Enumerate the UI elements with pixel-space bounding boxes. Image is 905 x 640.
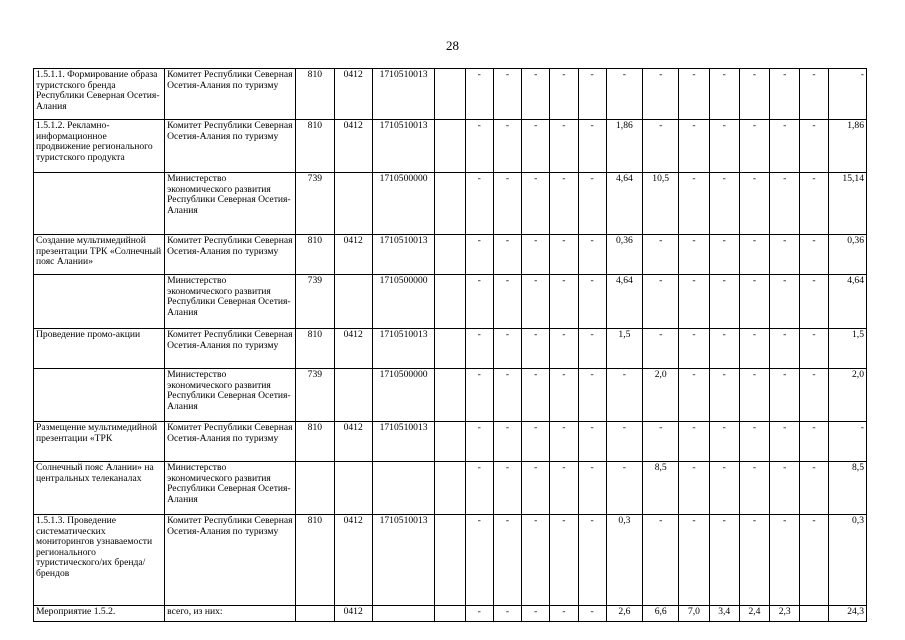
executor-cell: Комитет Республики Северная Осетия-Алания по туризму	[165, 69, 296, 120]
target-article-cell: 1710510013	[372, 120, 435, 173]
year-value-cell: 7,0	[679, 606, 709, 622]
year-value-cell: -	[679, 515, 709, 606]
year-value-cell: -	[709, 329, 739, 369]
expense-type-cell	[435, 329, 465, 369]
table-row	[34, 462, 867, 515]
grbs-code-cell: 810	[296, 120, 334, 173]
year-value-cell: -	[465, 329, 493, 369]
year-value-cell: -	[550, 462, 578, 515]
year-value-cell: -	[493, 275, 521, 329]
year-value-cell: 8,5	[828, 462, 866, 515]
year-value-cell: -	[465, 69, 493, 120]
year-value-cell: 2,0	[643, 369, 679, 422]
year-value-cell: -	[739, 369, 769, 422]
year-value-cell: -	[679, 422, 709, 462]
expense-type-cell	[435, 275, 465, 329]
table-row	[34, 369, 867, 422]
activity-name-cell	[34, 173, 165, 235]
year-value-cell: -	[709, 69, 739, 120]
year-value-cell: -	[709, 422, 739, 462]
section-code-cell: 0412	[334, 515, 372, 606]
executor-cell: Комитет Республики Северная Осетия-Алания по туризму	[165, 329, 296, 369]
expense-type-cell	[435, 235, 465, 275]
year-value-cell: -	[800, 120, 828, 173]
year-value-cell: -	[550, 275, 578, 329]
year-value-cell: -	[550, 422, 578, 462]
section-code-cell	[334, 275, 372, 329]
year-value-cell: -	[493, 369, 521, 422]
section-code-cell: 0412	[334, 235, 372, 275]
year-value-cell: 2,6	[606, 606, 642, 622]
year-value-cell: 0,3	[828, 515, 866, 606]
year-value-cell: -	[606, 369, 642, 422]
year-value-cell: -	[709, 173, 739, 235]
year-value-cell: -	[800, 422, 828, 462]
year-value-cell: -	[465, 462, 493, 515]
year-value-cell: -	[828, 69, 866, 120]
table-row	[34, 275, 867, 329]
year-value-cell: -	[770, 120, 800, 173]
year-value-cell: -	[550, 515, 578, 606]
activity-name-cell: Размещение мультимедийной презентации «ТРК	[34, 422, 165, 462]
executor-cell: Комитет Республики Северная Осетия-Алания по туризму	[165, 515, 296, 606]
year-value-cell: -	[643, 329, 679, 369]
year-value-cell: -	[522, 69, 550, 120]
year-value-cell: -	[770, 69, 800, 120]
year-value-cell: -	[550, 120, 578, 173]
grbs-code-cell	[296, 462, 334, 515]
table-row	[34, 69, 867, 120]
year-value-cell: -	[550, 329, 578, 369]
year-value-cell: 2,0	[828, 369, 866, 422]
table-row	[34, 120, 867, 173]
executor-cell: Министерство экономического развития Республики Северная Осетия-Алания	[165, 173, 296, 235]
year-value-cell: -	[578, 369, 606, 422]
section-code-cell: 0412	[334, 422, 372, 462]
year-value-cell: -	[493, 235, 521, 275]
expense-type-cell	[435, 422, 465, 462]
year-value-cell: -	[828, 422, 866, 462]
year-value-cell: -	[522, 462, 550, 515]
year-value-cell: -	[465, 120, 493, 173]
table-row	[34, 422, 867, 462]
target-article-cell: 1710500000	[372, 173, 435, 235]
table-row	[34, 329, 867, 369]
year-value-cell: -	[606, 69, 642, 120]
year-value-cell: -	[770, 369, 800, 422]
executor-cell: Министерство экономического развития Республики Северная Осетия-Алания	[165, 275, 296, 329]
year-value-cell: 1,5	[828, 329, 866, 369]
year-value-cell: -	[550, 606, 578, 622]
year-value-cell: -	[739, 235, 769, 275]
table-row	[34, 515, 867, 606]
target-article-cell: 1710510013	[372, 515, 435, 606]
year-value-cell: -	[465, 235, 493, 275]
year-value-cell: -	[800, 462, 828, 515]
year-value-cell: 0,3	[606, 515, 642, 606]
activity-name-cell: Проведение промо-акции	[34, 329, 165, 369]
activity-name-cell: 1.5.1.2. Рекламно-информационное продвижение регионального туристского продукта	[34, 120, 165, 173]
year-value-cell: -	[465, 369, 493, 422]
year-value-cell: 2,4	[739, 606, 769, 622]
expense-type-cell	[435, 369, 465, 422]
year-value-cell: -	[578, 422, 606, 462]
year-value-cell: -	[606, 462, 642, 515]
section-code-cell	[334, 173, 372, 235]
year-value-cell: -	[522, 369, 550, 422]
executor-cell: Комитет Республики Северная Осетия-Алания по туризму	[165, 422, 296, 462]
year-value-cell: -	[465, 422, 493, 462]
year-value-cell: -	[709, 369, 739, 422]
year-value-cell: -	[800, 369, 828, 422]
year-value-cell: -	[800, 275, 828, 329]
executor-cell: Комитет Республики Северная Осетия-Алания по туризму	[165, 120, 296, 173]
year-value-cell: 24,3	[828, 606, 866, 622]
year-value-cell: -	[522, 329, 550, 369]
year-value-cell: -	[578, 235, 606, 275]
activity-name-cell	[34, 369, 165, 422]
executor-cell: Комитет Республики Северная Осетия-Алания по туризму	[165, 235, 296, 275]
year-value-cell: -	[522, 275, 550, 329]
year-value-cell: -	[578, 120, 606, 173]
year-value-cell: -	[679, 369, 709, 422]
year-value-cell: -	[770, 515, 800, 606]
year-value-cell: -	[709, 515, 739, 606]
year-value-cell: -	[739, 462, 769, 515]
activity-name-cell: 1.5.1.3. Проведение систематических мониторингов узнаваемости регионального туристического/их бренда/брендов	[34, 515, 165, 606]
grbs-code-cell: 739	[296, 369, 334, 422]
year-value-cell: -	[739, 515, 769, 606]
year-value-cell: -	[493, 515, 521, 606]
year-value-cell: -	[550, 173, 578, 235]
activity-name-cell: Мероприятие 1.5.2.	[34, 606, 165, 622]
year-value-cell	[800, 606, 828, 622]
year-value-cell: -	[643, 69, 679, 120]
year-value-cell: -	[522, 515, 550, 606]
table-row	[34, 606, 867, 622]
table-row	[34, 235, 867, 275]
year-value-cell: -	[679, 69, 709, 120]
grbs-code-cell: 810	[296, 515, 334, 606]
year-value-cell: -	[465, 173, 493, 235]
year-value-cell: -	[578, 462, 606, 515]
target-article-cell: 1710500000	[372, 369, 435, 422]
year-value-cell: -	[709, 235, 739, 275]
year-value-cell: -	[739, 120, 769, 173]
year-value-cell: -	[493, 120, 521, 173]
year-value-cell: -	[550, 369, 578, 422]
year-value-cell: -	[679, 275, 709, 329]
year-value-cell: -	[739, 329, 769, 369]
executor-cell: Министерство экономического развития Республики Северная Осетия-Алания	[165, 462, 296, 515]
year-value-cell: -	[522, 173, 550, 235]
target-article-cell: 1710510013	[372, 422, 435, 462]
year-value-cell: -	[522, 422, 550, 462]
executor-cell: всего, из них:	[165, 606, 296, 622]
year-value-cell: -	[550, 69, 578, 120]
year-value-cell: 8,5	[643, 462, 679, 515]
year-value-cell: -	[465, 606, 493, 622]
year-value-cell: -	[643, 515, 679, 606]
year-value-cell: -	[770, 422, 800, 462]
year-value-cell: -	[493, 173, 521, 235]
year-value-cell: -	[550, 235, 578, 275]
year-value-cell: -	[679, 120, 709, 173]
year-value-cell: -	[493, 69, 521, 120]
year-value-cell: -	[578, 275, 606, 329]
page-number: 28	[446, 38, 459, 53]
year-value-cell: -	[770, 329, 800, 369]
section-code-cell: 0412	[334, 69, 372, 120]
section-code-cell	[334, 369, 372, 422]
target-article-cell: 1710510013	[372, 329, 435, 369]
section-code-cell: 0412	[334, 120, 372, 173]
year-value-cell: -	[493, 422, 521, 462]
grbs-code-cell: 810	[296, 235, 334, 275]
year-value-cell: 1,86	[828, 120, 866, 173]
target-article-cell: 1710510013	[372, 235, 435, 275]
year-value-cell: 4,64	[606, 275, 642, 329]
activity-name-cell: 1.5.1.1. Формирование образа туристского бренда Республики Северная Осетия-Алания	[34, 69, 165, 120]
year-value-cell: 3,4	[709, 606, 739, 622]
year-value-cell: -	[578, 69, 606, 120]
year-value-cell: -	[493, 462, 521, 515]
year-value-cell: -	[679, 329, 709, 369]
year-value-cell: -	[465, 275, 493, 329]
year-value-cell: -	[800, 515, 828, 606]
grbs-code-cell	[296, 606, 334, 622]
expense-type-cell	[435, 69, 465, 120]
grbs-code-cell: 810	[296, 329, 334, 369]
grbs-code-cell: 739	[296, 275, 334, 329]
target-article-cell	[372, 462, 435, 515]
year-value-cell: -	[800, 69, 828, 120]
year-value-cell: -	[770, 235, 800, 275]
year-value-cell: -	[643, 275, 679, 329]
year-value-cell: -	[800, 235, 828, 275]
year-value-cell: -	[739, 275, 769, 329]
year-value-cell: -	[800, 329, 828, 369]
expense-type-cell	[435, 120, 465, 173]
year-value-cell: 4,64	[606, 173, 642, 235]
year-value-cell: -	[679, 173, 709, 235]
section-code-cell	[334, 462, 372, 515]
expense-type-cell	[435, 173, 465, 235]
year-value-cell: -	[522, 606, 550, 622]
year-value-cell: -	[770, 173, 800, 235]
year-value-cell: -	[578, 515, 606, 606]
year-value-cell: 15,14	[828, 173, 866, 235]
year-value-cell: -	[679, 462, 709, 515]
year-value-cell: 6,6	[643, 606, 679, 622]
year-value-cell: -	[493, 329, 521, 369]
grbs-code-cell: 739	[296, 173, 334, 235]
expense-type-cell	[435, 462, 465, 515]
year-value-cell: 0,36	[828, 235, 866, 275]
year-value-cell: -	[679, 235, 709, 275]
grbs-code-cell: 810	[296, 69, 334, 120]
year-value-cell: -	[709, 462, 739, 515]
year-value-cell: -	[739, 69, 769, 120]
target-article-cell: 1710510013	[372, 69, 435, 120]
table-row	[34, 173, 867, 235]
year-value-cell: 2,3	[770, 606, 800, 622]
year-value-cell: -	[643, 120, 679, 173]
year-value-cell: -	[709, 275, 739, 329]
target-article-cell	[372, 606, 435, 622]
year-value-cell: -	[578, 173, 606, 235]
expense-type-cell	[435, 515, 465, 606]
target-article-cell: 1710500000	[372, 275, 435, 329]
year-value-cell: -	[739, 173, 769, 235]
year-value-cell: 0,36	[606, 235, 642, 275]
section-code-cell: 0412	[334, 606, 372, 622]
year-value-cell: 1,5	[606, 329, 642, 369]
grbs-code-cell: 810	[296, 422, 334, 462]
expense-type-cell	[435, 606, 465, 622]
year-value-cell: -	[522, 120, 550, 173]
year-value-cell: -	[739, 422, 769, 462]
year-value-cell: -	[643, 422, 679, 462]
year-value-cell: -	[493, 606, 521, 622]
budget-table	[33, 68, 867, 622]
year-value-cell: 1,86	[606, 120, 642, 173]
year-value-cell: -	[643, 235, 679, 275]
activity-name-cell	[34, 275, 165, 329]
year-value-cell: -	[578, 329, 606, 369]
section-code-cell: 0412	[334, 329, 372, 369]
year-value-cell: -	[465, 515, 493, 606]
year-value-cell: -	[770, 275, 800, 329]
year-value-cell: -	[606, 422, 642, 462]
year-value-cell: -	[800, 173, 828, 235]
year-value-cell: -	[522, 235, 550, 275]
year-value-cell: 10,5	[643, 173, 679, 235]
executor-cell: Министерство экономического развития Республики Северная Осетия-Алания	[165, 369, 296, 422]
activity-name-cell: Солнечный пояс Алании» на центральных телеканалах	[34, 462, 165, 515]
year-value-cell: -	[578, 606, 606, 622]
activity-name-cell: Создание мультимедийной презентации ТРК «Солнечный пояс Алании»	[34, 235, 165, 275]
year-value-cell: 4,64	[828, 275, 866, 329]
year-value-cell: -	[770, 462, 800, 515]
year-value-cell: -	[709, 120, 739, 173]
